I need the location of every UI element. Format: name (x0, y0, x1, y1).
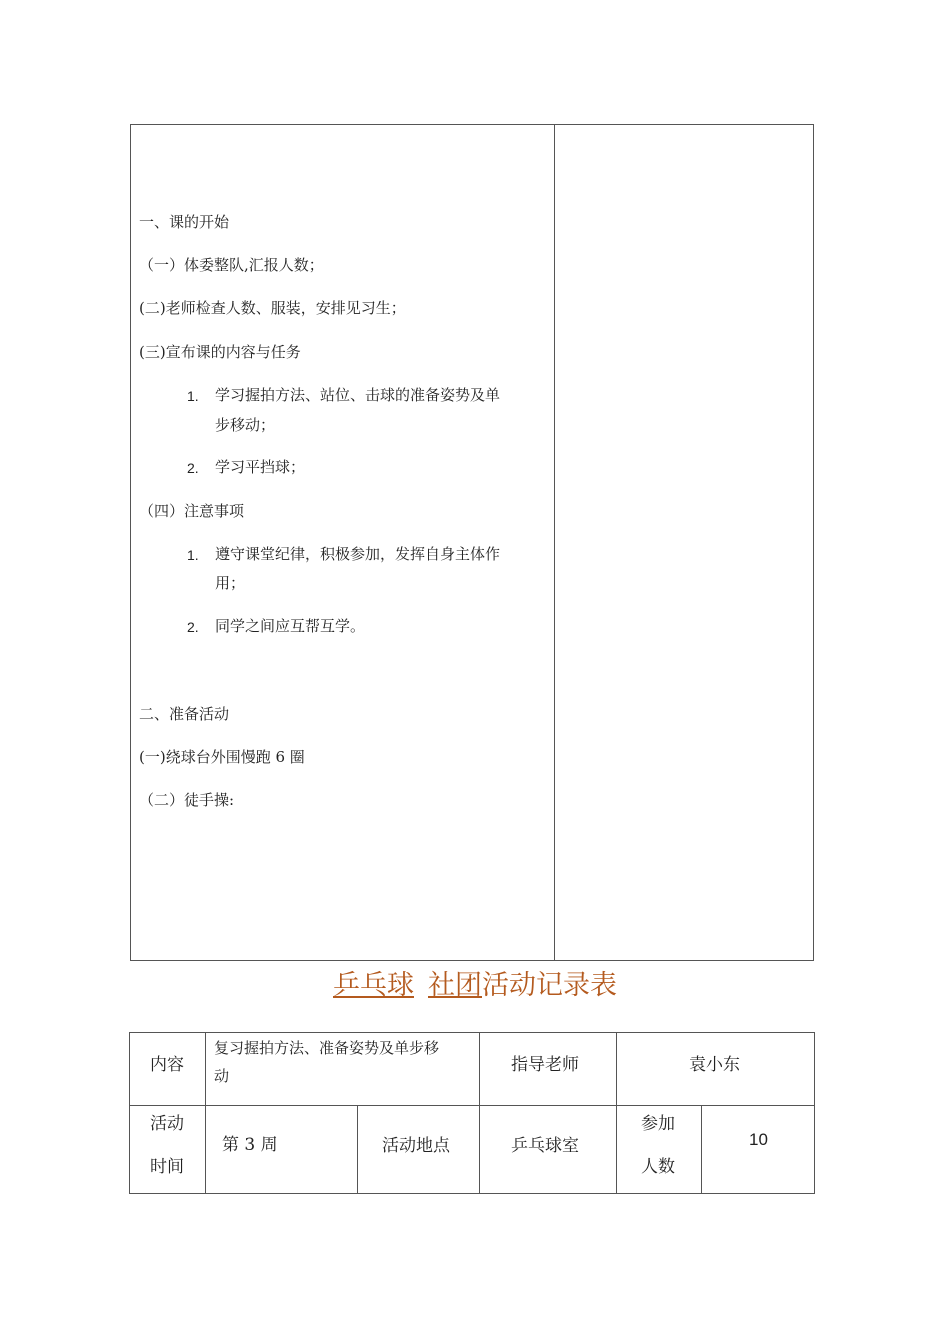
section-1-title: 一、课的开始 (139, 213, 230, 231)
teacher-name: 袁小东 (689, 1055, 740, 1075)
time-label-line-1: 活动 (150, 1114, 184, 1134)
time-label-cell (130, 1106, 206, 1194)
content-value-cell (206, 1033, 480, 1106)
content-label-cell (130, 1033, 206, 1106)
record-title (0, 968, 950, 1004)
content-value-line-1: 复习握拍方法、准备姿势及单步移 (214, 1039, 440, 1057)
record-title-part-3: 活动记录表 (482, 970, 617, 1001)
content-value-line-2: 动 (214, 1067, 230, 1085)
lesson-plan-box (130, 124, 814, 961)
section-1-item-3: (三)宣布课的内容与任务 (139, 343, 301, 361)
note-1-line-2: 用； (215, 574, 246, 592)
task-1-line-1: 学习握拍方法、站位、击球的准备姿势及单 (215, 386, 501, 404)
record-row-2 (130, 1106, 815, 1194)
task-1-line-2: 步移动； (215, 416, 276, 434)
count-label-line-1: 参加 (641, 1114, 675, 1134)
location-label-cell (358, 1106, 480, 1194)
note-1-number: 1. (187, 547, 199, 563)
record-row-1 (130, 1033, 815, 1106)
count-value: 10 (749, 1130, 768, 1149)
note-2-line-1: 同学之间应互帮互学。 (215, 617, 366, 635)
record-title-part-1: 乒乓球 (333, 970, 414, 1001)
count-label-cell (617, 1106, 702, 1194)
task-1-number: 1. (187, 388, 199, 404)
week-cell (206, 1106, 358, 1194)
location-value: 乒乓球室 (511, 1136, 579, 1156)
location-value-cell (480, 1106, 617, 1194)
content-label: 内容 (150, 1055, 184, 1075)
section-1-item-2: (二)老师检查人数、服装，安排见习生； (139, 299, 406, 317)
week-value: 第 3 周 (222, 1135, 278, 1155)
time-label-line-2: 时间 (150, 1157, 184, 1177)
section-2-item-1: (一)绕球台外围慢跑 6 圈 (139, 748, 305, 766)
notes-title: （四）注意事项 (139, 502, 245, 520)
task-2-line-1: 学习平挡球； (215, 458, 306, 476)
record-table (129, 1032, 815, 1194)
count-value-cell (702, 1106, 815, 1194)
section-2-title: 二、准备活动 (139, 705, 230, 723)
record-title-part-2: 社团 (428, 970, 482, 1001)
section-2-item-2: （二）徒手操: (139, 791, 235, 809)
count-label-line-2: 人数 (641, 1157, 675, 1177)
teacher-name-cell (617, 1033, 815, 1106)
note-1-line-1: 遵守课堂纪律，积极参加，发挥自身主体作 (215, 545, 501, 563)
teacher-label-cell (480, 1033, 617, 1106)
note-2-number: 2. (187, 619, 199, 635)
column-divider (554, 124, 555, 961)
task-2-number: 2. (187, 460, 199, 476)
teacher-label: 指导老师 (511, 1055, 579, 1075)
location-label: 活动地点 (382, 1136, 450, 1156)
section-1-item-1: （一）体委整队,汇报人数； (139, 256, 324, 274)
